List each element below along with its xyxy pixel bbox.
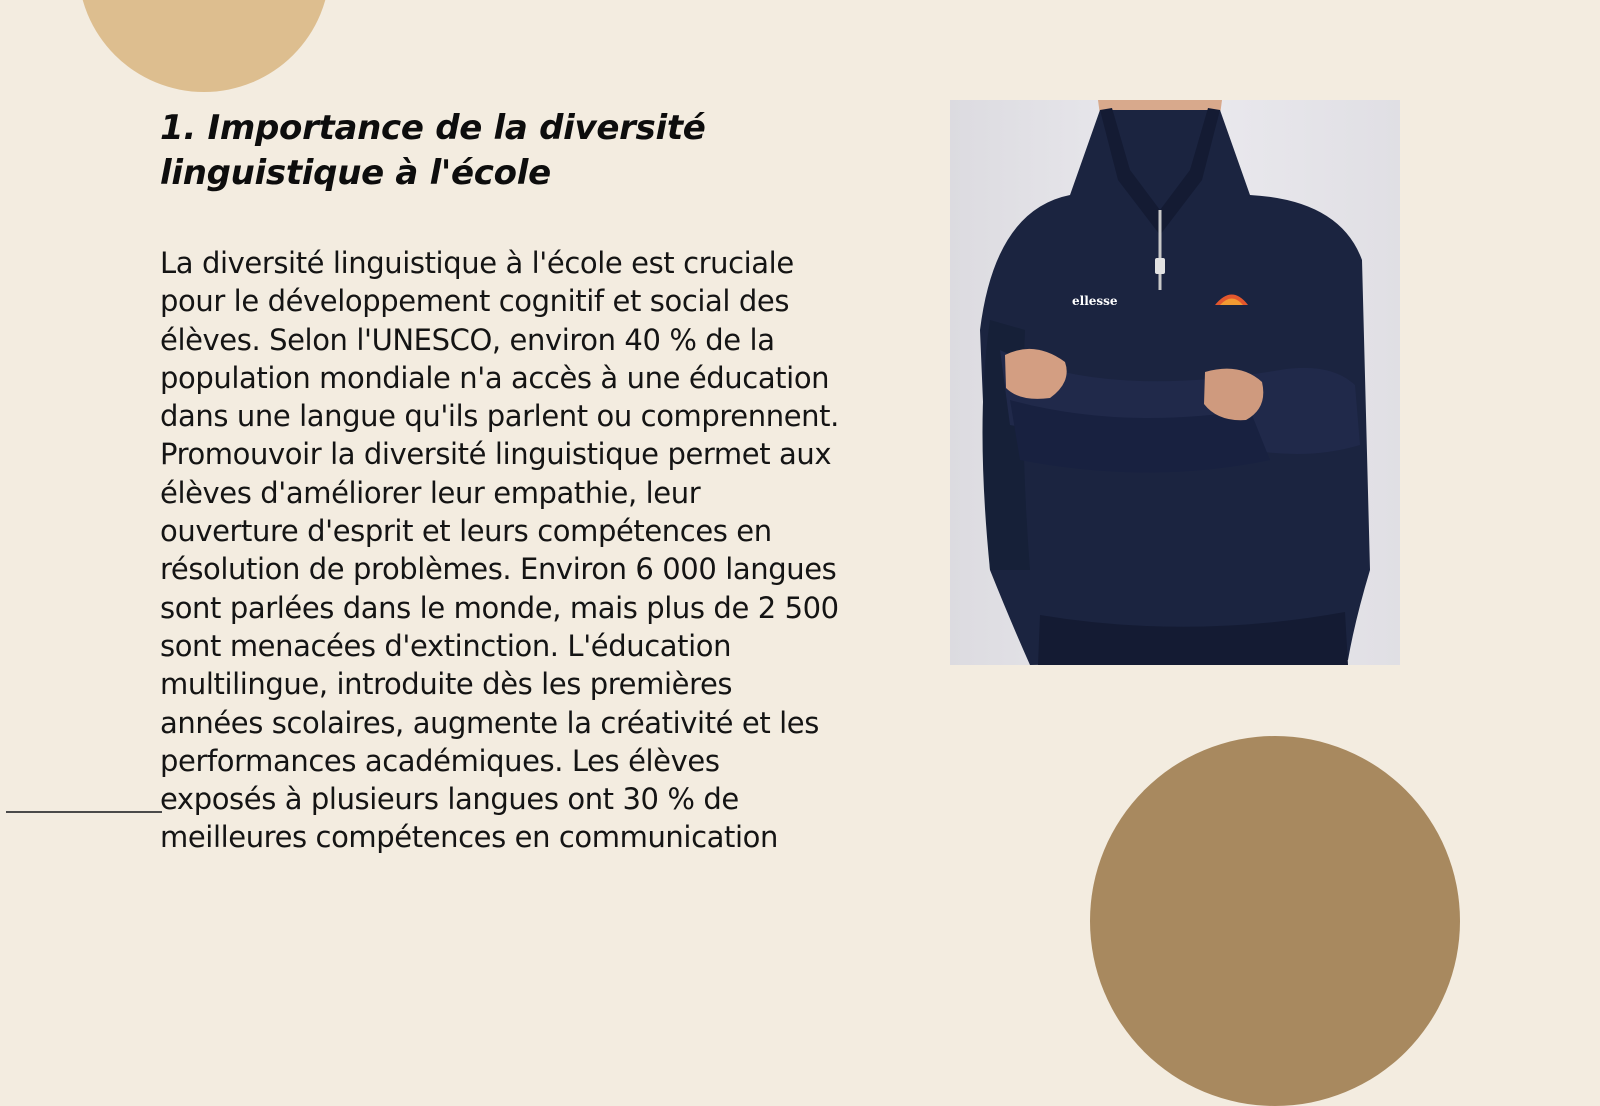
slide-body-text: La diversité linguistique à l'école est cruciale pour le développement cognitif et social des élèves. Selon l'UNESCO, environ 40 % de la population mondiale n'a accès à une éducation dans une langue qu'ils parlent ou comprennent. Promouvoir la diversité linguistique permet aux élèves d'améliorer leur empathie, leur ouverture d'esprit et leurs compétences en résolution de problèmes. Environ 6 000 langues sont parlées dans le monde, mais plus de 2 500 sont menacées d'extinction. L'éducation multilingue, introduite dès les premières années scolaires, augmente la créativité et les performances académiques. Les élèves exposés à plusieurs langues ont 30 % de meilleures compétences en communication	[160, 246, 839, 855]
decorative-circle-bottom	[1090, 736, 1460, 1106]
person-in-navy-zip-sweatshirt-photo	[950, 100, 1400, 665]
person-photo	[950, 100, 1400, 665]
decorative-divider-line	[6, 811, 162, 813]
slide-title: 1. Importance de la diversité linguistique à l'école	[160, 108, 706, 193]
decorative-circle-top	[78, 0, 330, 92]
photo-logo-text: ellesse	[1072, 294, 1118, 308]
